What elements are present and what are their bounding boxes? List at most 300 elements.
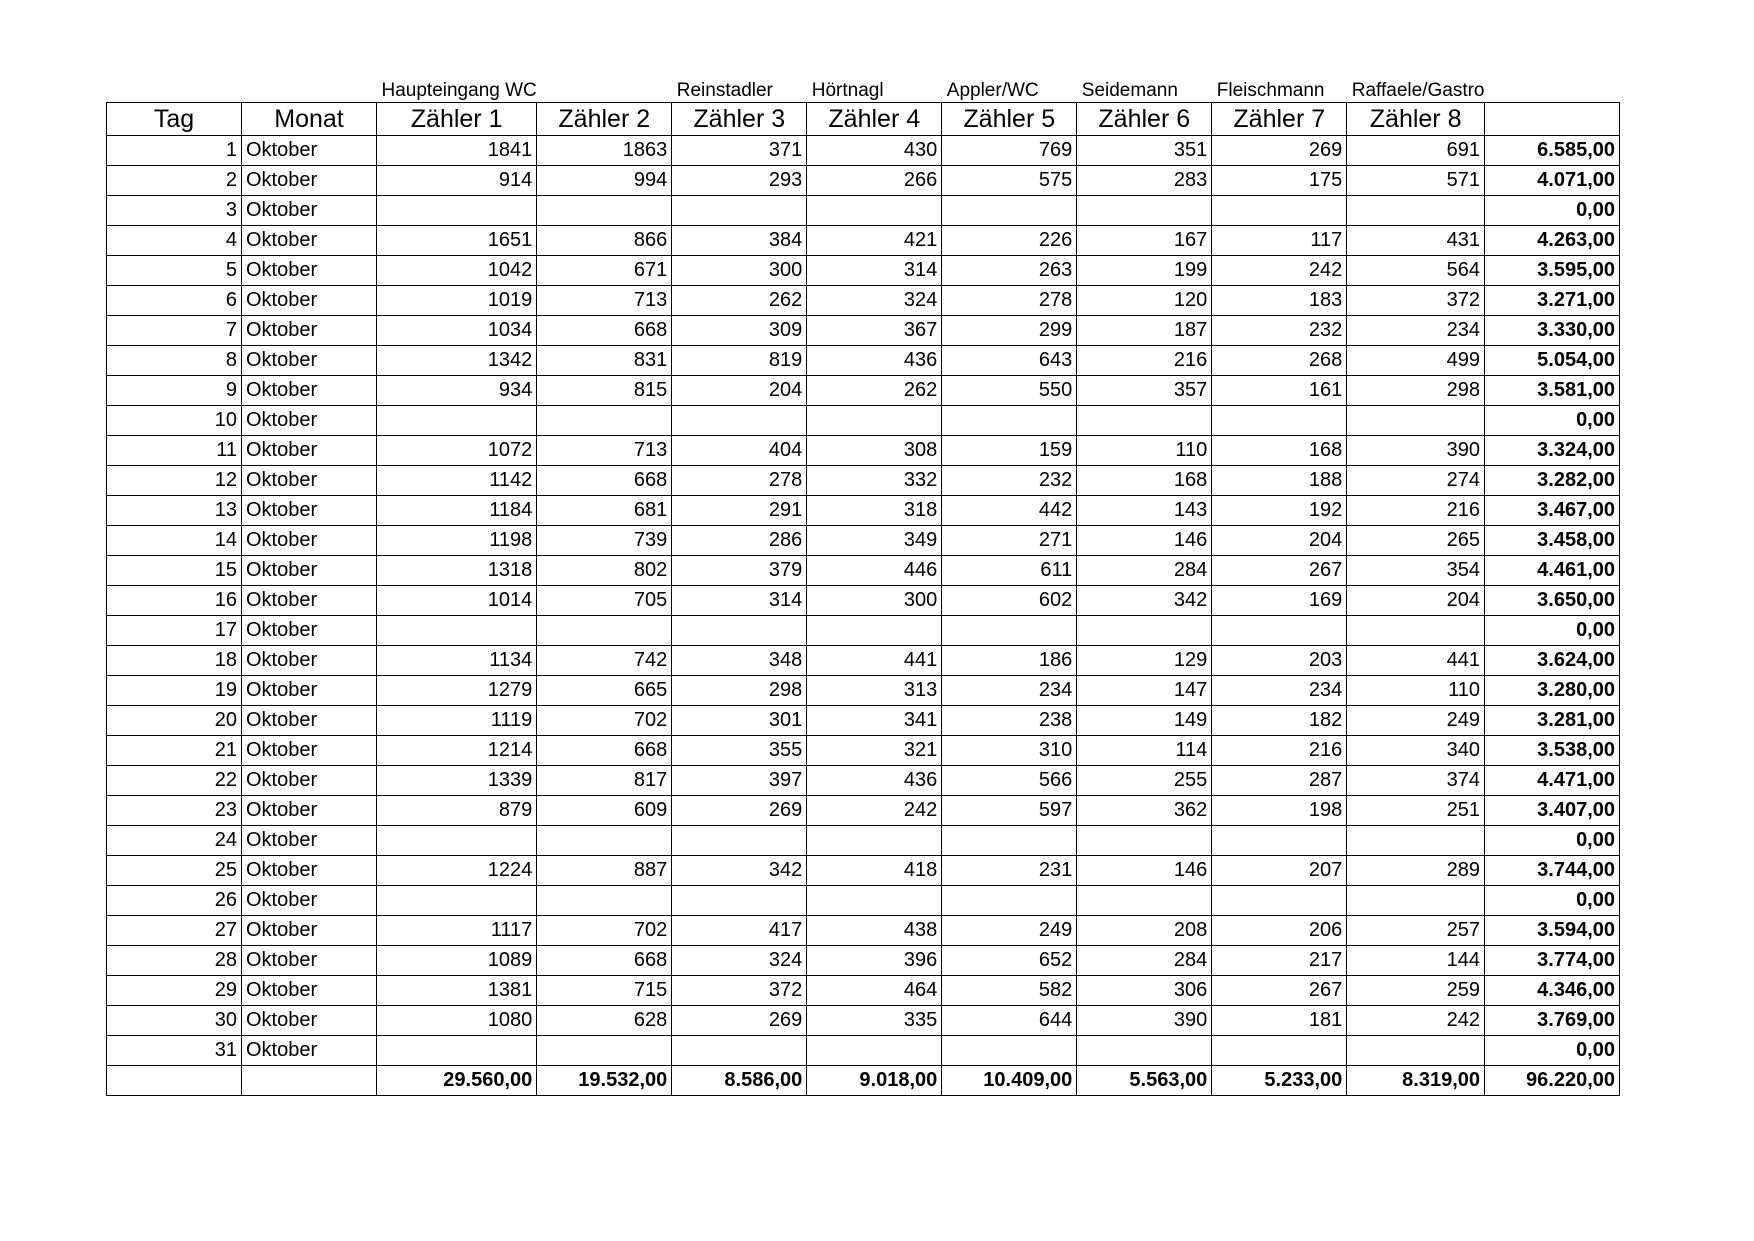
zaehler-8-cell: 249 xyxy=(1347,706,1485,736)
zaehler-5-cell xyxy=(942,826,1077,856)
meter-location-labels xyxy=(107,74,1620,103)
tag-cell: 21 xyxy=(107,736,242,766)
zaehler-1-cell: 1119 xyxy=(377,706,537,736)
zaehler-2-cell: 681 xyxy=(537,496,672,526)
zaehler-8-cell: 204 xyxy=(1347,586,1485,616)
row-total-cell: 3.744,00 xyxy=(1485,856,1620,886)
zaehler-1-cell: 1381 xyxy=(377,976,537,1006)
zaehler-7-cell: 287 xyxy=(1212,766,1347,796)
zaehler-1-cell: 1318 xyxy=(377,556,537,586)
zaehler-3-cell: 342 xyxy=(672,856,807,886)
zaehler-6-cell: 255 xyxy=(1077,766,1212,796)
zaehler-6-cell: 362 xyxy=(1077,796,1212,826)
zaehler-2-cell: 671 xyxy=(537,256,672,286)
row-total-cell: 3.281,00 xyxy=(1485,706,1620,736)
tag-cell: 10 xyxy=(107,406,242,436)
zaehler-2-cell: 887 xyxy=(537,856,672,886)
table-row xyxy=(107,166,1620,196)
zaehler-5-cell: 186 xyxy=(942,646,1077,676)
zaehler-2-cell: 742 xyxy=(537,646,672,676)
zaehler-8-cell: 431 xyxy=(1347,226,1485,256)
zaehler-3-cell: 262 xyxy=(672,286,807,316)
zaehler-7-cell: 234 xyxy=(1212,676,1347,706)
zaehler-2-cell: 802 xyxy=(537,556,672,586)
zaehler-8-cell: 144 xyxy=(1347,946,1485,976)
zaehler-6-cell xyxy=(1077,886,1212,916)
tag-cell: 24 xyxy=(107,826,242,856)
zaehler-5-cell: 769 xyxy=(942,136,1077,166)
zaehler-1-cell: 1224 xyxy=(377,856,537,886)
zaehler-2-cell: 668 xyxy=(537,466,672,496)
zaehler-7-cell: 192 xyxy=(1212,496,1347,526)
zaehler-8-cell xyxy=(1347,1036,1485,1066)
zaehler-2-total: 19.532,00 xyxy=(537,1066,672,1096)
zaehler-4-cell: 349 xyxy=(807,526,942,556)
zaehler-4-cell: 300 xyxy=(807,586,942,616)
tag-cell: 4 xyxy=(107,226,242,256)
row-total-cell: 3.467,00 xyxy=(1485,496,1620,526)
table-row xyxy=(107,1006,1620,1036)
zaehler-6-cell: 284 xyxy=(1077,946,1212,976)
zaehler-7-cell: 268 xyxy=(1212,346,1347,376)
zaehler-7-cell: 161 xyxy=(1212,376,1347,406)
zaehler-6-cell: 114 xyxy=(1077,736,1212,766)
location-label: Reinstadler xyxy=(676,80,773,101)
zaehler-8-cell: 242 xyxy=(1347,1006,1485,1036)
zaehler-2-cell: 817 xyxy=(537,766,672,796)
zaehler-6-cell: 208 xyxy=(1077,916,1212,946)
zaehler-4-cell: 446 xyxy=(807,556,942,586)
zaehler-6-cell: 168 xyxy=(1077,466,1212,496)
header-zaehler-5: Zähler 5 xyxy=(942,103,1077,136)
zaehler-8-cell: 372 xyxy=(1347,286,1485,316)
tag-cell: 23 xyxy=(107,796,242,826)
zaehler-4-cell: 464 xyxy=(807,976,942,1006)
zaehler-8-cell: 691 xyxy=(1347,136,1485,166)
table-row xyxy=(107,826,1620,856)
zaehler-4-cell: 430 xyxy=(807,136,942,166)
zaehler-5-cell: 597 xyxy=(942,796,1077,826)
monat-cell: Oktober xyxy=(242,256,377,286)
row-total-cell: 3.271,00 xyxy=(1485,286,1620,316)
row-total-cell: 0,00 xyxy=(1485,886,1620,916)
monat-cell: Oktober xyxy=(242,166,377,196)
zaehler-1-cell xyxy=(377,196,537,226)
zaehler-6-cell: 129 xyxy=(1077,646,1212,676)
zaehler-4-cell: 308 xyxy=(807,436,942,466)
table-row xyxy=(107,976,1620,1006)
monat-cell: Oktober xyxy=(242,976,377,1006)
zaehler-6-cell: 390 xyxy=(1077,1006,1212,1036)
zaehler-8-cell: 390 xyxy=(1347,436,1485,466)
zaehler-7-cell: 188 xyxy=(1212,466,1347,496)
zaehler-7-cell xyxy=(1212,1036,1347,1066)
zaehler-4-cell: 318 xyxy=(807,496,942,526)
zaehler-5-cell xyxy=(942,406,1077,436)
location-label: Seidemann xyxy=(1081,80,1178,101)
tag-cell: 3 xyxy=(107,196,242,226)
monat-cell: Oktober xyxy=(242,706,377,736)
zaehler-6-cell xyxy=(1077,616,1212,646)
zaehler-3-total: 8.586,00 xyxy=(672,1066,807,1096)
tag-cell: 5 xyxy=(107,256,242,286)
table-row xyxy=(107,196,1620,226)
zaehler-1-cell xyxy=(377,1036,537,1066)
monat-cell: Oktober xyxy=(242,676,377,706)
zaehler-4-cell: 438 xyxy=(807,916,942,946)
zaehler-3-cell: 397 xyxy=(672,766,807,796)
tag-cell: 27 xyxy=(107,916,242,946)
zaehler-2-cell: 668 xyxy=(537,946,672,976)
zaehler-5-cell: 611 xyxy=(942,556,1077,586)
table-row xyxy=(107,316,1620,346)
zaehler-5-cell: 232 xyxy=(942,466,1077,496)
monat-cell: Oktober xyxy=(242,466,377,496)
zaehler-1-cell: 1080 xyxy=(377,1006,537,1036)
zaehler-4-cell: 262 xyxy=(807,376,942,406)
zaehler-3-cell: 379 xyxy=(672,556,807,586)
zaehler-5-cell: 652 xyxy=(942,946,1077,976)
row-total-cell: 3.458,00 xyxy=(1485,526,1620,556)
zaehler-4-total: 9.018,00 xyxy=(807,1066,942,1096)
zaehler-5-cell: 643 xyxy=(942,346,1077,376)
zaehler-8-cell xyxy=(1347,406,1485,436)
zaehler-6-cell: 187 xyxy=(1077,316,1212,346)
row-total-cell: 4.346,00 xyxy=(1485,976,1620,1006)
zaehler-6-cell: 216 xyxy=(1077,346,1212,376)
zaehler-3-cell: 269 xyxy=(672,1006,807,1036)
zaehler-2-cell: 628 xyxy=(537,1006,672,1036)
zaehler-1-cell: 1117 xyxy=(377,916,537,946)
zaehler-2-cell: 702 xyxy=(537,706,672,736)
zaehler-8-cell xyxy=(1347,886,1485,916)
zaehler-3-cell: 269 xyxy=(672,796,807,826)
zaehler-5-cell xyxy=(942,196,1077,226)
row-total-cell: 3.774,00 xyxy=(1485,946,1620,976)
zaehler-8-cell xyxy=(1347,196,1485,226)
zaehler-4-cell xyxy=(807,406,942,436)
zaehler-6-cell: 146 xyxy=(1077,526,1212,556)
table-row xyxy=(107,376,1620,406)
zaehler-7-cell: 232 xyxy=(1212,316,1347,346)
zaehler-2-cell: 668 xyxy=(537,316,672,346)
zaehler-8-cell: 354 xyxy=(1347,556,1485,586)
zaehler-8-cell: 257 xyxy=(1347,916,1485,946)
tag-cell: 14 xyxy=(107,526,242,556)
zaehler-2-cell xyxy=(537,616,672,646)
zaehler-7-cell: 198 xyxy=(1212,796,1347,826)
row-total-cell: 0,00 xyxy=(1485,406,1620,436)
tag-cell: 11 xyxy=(107,436,242,466)
table-row xyxy=(107,886,1620,916)
header-zaehler-6: Zähler 6 xyxy=(1077,103,1212,136)
zaehler-1-cell: 1279 xyxy=(377,676,537,706)
row-total-cell: 0,00 xyxy=(1485,196,1620,226)
table-row xyxy=(107,676,1620,706)
zaehler-5-cell xyxy=(942,616,1077,646)
row-total-cell: 0,00 xyxy=(1485,616,1620,646)
zaehler-8-cell: 289 xyxy=(1347,856,1485,886)
zaehler-1-cell: 1034 xyxy=(377,316,537,346)
monat-cell: Oktober xyxy=(242,406,377,436)
location-label xyxy=(107,74,242,103)
zaehler-4-cell: 335 xyxy=(807,1006,942,1036)
zaehler-1-cell: 1339 xyxy=(377,766,537,796)
zaehler-1-cell: 934 xyxy=(377,376,537,406)
zaehler-3-cell: 384 xyxy=(672,226,807,256)
zaehler-3-cell: 300 xyxy=(672,256,807,286)
zaehler-7-cell: 175 xyxy=(1212,166,1347,196)
zaehler-7-cell: 117 xyxy=(1212,226,1347,256)
row-total-cell: 3.594,00 xyxy=(1485,916,1620,946)
zaehler-2-cell: 665 xyxy=(537,676,672,706)
zaehler-6-cell: 149 xyxy=(1077,706,1212,736)
zaehler-3-cell: 314 xyxy=(672,586,807,616)
grand-total: 96.220,00 xyxy=(1485,1066,1620,1096)
zaehler-5-cell: 231 xyxy=(942,856,1077,886)
table-row xyxy=(107,556,1620,586)
zaehler-1-cell: 1072 xyxy=(377,436,537,466)
row-total-cell: 4.071,00 xyxy=(1485,166,1620,196)
tag-cell: 16 xyxy=(107,586,242,616)
zaehler-6-cell: 167 xyxy=(1077,226,1212,256)
row-total-cell: 4.471,00 xyxy=(1485,766,1620,796)
tag-cell: 31 xyxy=(107,1036,242,1066)
zaehler-2-cell xyxy=(537,406,672,436)
zaehler-7-cell xyxy=(1212,406,1347,436)
monat-cell: Oktober xyxy=(242,616,377,646)
zaehler-6-cell: 283 xyxy=(1077,166,1212,196)
zaehler-5-cell: 602 xyxy=(942,586,1077,616)
zaehler-6-cell: 342 xyxy=(1077,586,1212,616)
row-total-cell: 5.054,00 xyxy=(1485,346,1620,376)
zaehler-1-cell: 1089 xyxy=(377,946,537,976)
zaehler-5-cell: 234 xyxy=(942,676,1077,706)
zaehler-3-cell: 324 xyxy=(672,946,807,976)
header-zaehler-3: Zähler 3 xyxy=(672,103,807,136)
tag-cell: 13 xyxy=(107,496,242,526)
header-zaehler-8: Zähler 8 xyxy=(1347,103,1485,136)
zaehler-3-cell: 417 xyxy=(672,916,807,946)
location-label: Haupteingang WC xyxy=(381,80,537,101)
table-row xyxy=(107,736,1620,766)
zaehler-7-cell: 207 xyxy=(1212,856,1347,886)
zaehler-6-cell xyxy=(1077,406,1212,436)
zaehler-5-cell: 271 xyxy=(942,526,1077,556)
zaehler-6-cell: 351 xyxy=(1077,136,1212,166)
zaehler-6-cell: 120 xyxy=(1077,286,1212,316)
zaehler-1-cell: 1014 xyxy=(377,586,537,616)
table-row xyxy=(107,616,1620,646)
header-total xyxy=(1485,103,1620,136)
zaehler-7-cell xyxy=(1212,616,1347,646)
zaehler-1-cell: 1841 xyxy=(377,136,537,166)
header-row xyxy=(107,103,1620,136)
location-label: Fleischmann xyxy=(1216,80,1325,101)
tag-cell: 19 xyxy=(107,676,242,706)
zaehler-2-cell: 1863 xyxy=(537,136,672,166)
table-row xyxy=(107,136,1620,166)
row-total-cell: 3.581,00 xyxy=(1485,376,1620,406)
zaehler-4-cell: 341 xyxy=(807,706,942,736)
zaehler-7-cell: 169 xyxy=(1212,586,1347,616)
table-row xyxy=(107,496,1620,526)
tag-cell: 18 xyxy=(107,646,242,676)
zaehler-8-cell: 251 xyxy=(1347,796,1485,826)
zaehler-8-cell: 259 xyxy=(1347,976,1485,1006)
zaehler-4-cell: 314 xyxy=(807,256,942,286)
zaehler-8-cell: 441 xyxy=(1347,646,1485,676)
zaehler-4-cell xyxy=(807,1036,942,1066)
monat-cell: Oktober xyxy=(242,826,377,856)
zaehler-2-cell: 815 xyxy=(537,376,672,406)
zaehler-3-cell xyxy=(672,826,807,856)
zaehler-1-cell: 1651 xyxy=(377,226,537,256)
zaehler-7-cell: 242 xyxy=(1212,256,1347,286)
zaehler-1-cell: 1142 xyxy=(377,466,537,496)
monat-cell: Oktober xyxy=(242,376,377,406)
row-total-cell: 3.769,00 xyxy=(1485,1006,1620,1036)
zaehler-2-cell: 715 xyxy=(537,976,672,1006)
row-total-cell: 4.461,00 xyxy=(1485,556,1620,586)
monat-cell: Oktober xyxy=(242,1036,377,1066)
zaehler-4-cell xyxy=(807,616,942,646)
zaehler-3-cell: 355 xyxy=(672,736,807,766)
table-row xyxy=(107,226,1620,256)
header-tag: Tag xyxy=(107,103,242,136)
zaehler-6-cell: 146 xyxy=(1077,856,1212,886)
zaehler-3-cell xyxy=(672,886,807,916)
monat-cell: Oktober xyxy=(242,196,377,226)
zaehler-2-cell: 713 xyxy=(537,436,672,466)
zaehler-1-cell: 1134 xyxy=(377,646,537,676)
zaehler-8-cell: 571 xyxy=(1347,166,1485,196)
zaehler-1-cell xyxy=(377,886,537,916)
zaehler-2-cell: 705 xyxy=(537,586,672,616)
table-row xyxy=(107,436,1620,466)
zaehler-3-cell: 286 xyxy=(672,526,807,556)
zaehler-2-cell: 609 xyxy=(537,796,672,826)
row-total-cell: 3.324,00 xyxy=(1485,436,1620,466)
zaehler-4-cell: 321 xyxy=(807,736,942,766)
zaehler-7-cell: 168 xyxy=(1212,436,1347,466)
location-label xyxy=(537,74,672,103)
zaehler-1-cell xyxy=(377,616,537,646)
zaehler-3-cell xyxy=(672,1036,807,1066)
zaehler-4-cell xyxy=(807,886,942,916)
header-monat: Monat xyxy=(242,103,377,136)
monat-cell: Oktober xyxy=(242,436,377,466)
zaehler-7-cell: 203 xyxy=(1212,646,1347,676)
zaehler-5-cell: 159 xyxy=(942,436,1077,466)
zaehler-3-cell xyxy=(672,616,807,646)
tag-cell: 25 xyxy=(107,856,242,886)
zaehler-3-cell: 371 xyxy=(672,136,807,166)
row-total-cell: 6.585,00 xyxy=(1485,136,1620,166)
monat-cell: Oktober xyxy=(242,136,377,166)
zaehler-7-cell: 204 xyxy=(1212,526,1347,556)
zaehler-5-cell: 310 xyxy=(942,736,1077,766)
monat-cell: Oktober xyxy=(242,856,377,886)
monat-cell: Oktober xyxy=(242,316,377,346)
zaehler-4-cell: 242 xyxy=(807,796,942,826)
zaehler-2-cell xyxy=(537,1036,672,1066)
table-row xyxy=(107,796,1620,826)
zaehler-7-cell: 216 xyxy=(1212,736,1347,766)
zaehler-4-cell: 436 xyxy=(807,346,942,376)
zaehler-5-cell: 299 xyxy=(942,316,1077,346)
zaehler-6-cell: 284 xyxy=(1077,556,1212,586)
zaehler-5-cell: 278 xyxy=(942,286,1077,316)
tag-cell: 2 xyxy=(107,166,242,196)
zaehler-5-cell: 442 xyxy=(942,496,1077,526)
zaehler-7-cell xyxy=(1212,886,1347,916)
table-row xyxy=(107,406,1620,436)
zaehler-5-cell: 582 xyxy=(942,976,1077,1006)
location-label xyxy=(242,74,377,103)
table-row xyxy=(107,526,1620,556)
zaehler-4-cell: 332 xyxy=(807,466,942,496)
zaehler-7-cell: 206 xyxy=(1212,916,1347,946)
zaehler-8-cell: 298 xyxy=(1347,376,1485,406)
zaehler-2-cell: 866 xyxy=(537,226,672,256)
zaehler-3-cell xyxy=(672,196,807,226)
zaehler-3-cell xyxy=(672,406,807,436)
zaehler-7-cell xyxy=(1212,826,1347,856)
zaehler-4-cell: 367 xyxy=(807,316,942,346)
zaehler-8-cell xyxy=(1347,826,1485,856)
row-total-cell: 3.330,00 xyxy=(1485,316,1620,346)
zaehler-8-cell: 265 xyxy=(1347,526,1485,556)
monat-cell: Oktober xyxy=(242,286,377,316)
zaehler-3-cell: 819 xyxy=(672,346,807,376)
zaehler-6-cell: 357 xyxy=(1077,376,1212,406)
zaehler-5-cell: 575 xyxy=(942,166,1077,196)
row-total-cell: 3.407,00 xyxy=(1485,796,1620,826)
zaehler-5-cell xyxy=(942,886,1077,916)
zaehler-3-cell: 291 xyxy=(672,496,807,526)
zaehler-8-cell: 274 xyxy=(1347,466,1485,496)
zaehler-4-cell: 441 xyxy=(807,646,942,676)
tag-cell: 28 xyxy=(107,946,242,976)
zaehler-6-cell: 199 xyxy=(1077,256,1212,286)
zaehler-3-cell: 298 xyxy=(672,676,807,706)
tag-cell: 26 xyxy=(107,886,242,916)
tag-cell: 1 xyxy=(107,136,242,166)
zaehler-7-cell: 267 xyxy=(1212,976,1347,1006)
monat-cell: Oktober xyxy=(242,736,377,766)
zaehler-8-cell: 564 xyxy=(1347,256,1485,286)
zaehler-7-cell: 267 xyxy=(1212,556,1347,586)
monat-cell: Oktober xyxy=(242,946,377,976)
zaehler-1-cell xyxy=(377,406,537,436)
monat-cell: Oktober xyxy=(242,916,377,946)
table-row xyxy=(107,256,1620,286)
table-row xyxy=(107,646,1620,676)
tag-cell: 7 xyxy=(107,316,242,346)
table-row xyxy=(107,286,1620,316)
zaehler-5-cell: 249 xyxy=(942,916,1077,946)
zaehler-3-cell: 293 xyxy=(672,166,807,196)
table-row xyxy=(107,946,1620,976)
tag-cell: 6 xyxy=(107,286,242,316)
tag-cell: 8 xyxy=(107,346,242,376)
zaehler-4-cell xyxy=(807,196,942,226)
zaehler-2-cell xyxy=(537,826,672,856)
zaehler-8-cell: 234 xyxy=(1347,316,1485,346)
monat-cell: Oktober xyxy=(242,526,377,556)
zaehler-1-cell: 879 xyxy=(377,796,537,826)
